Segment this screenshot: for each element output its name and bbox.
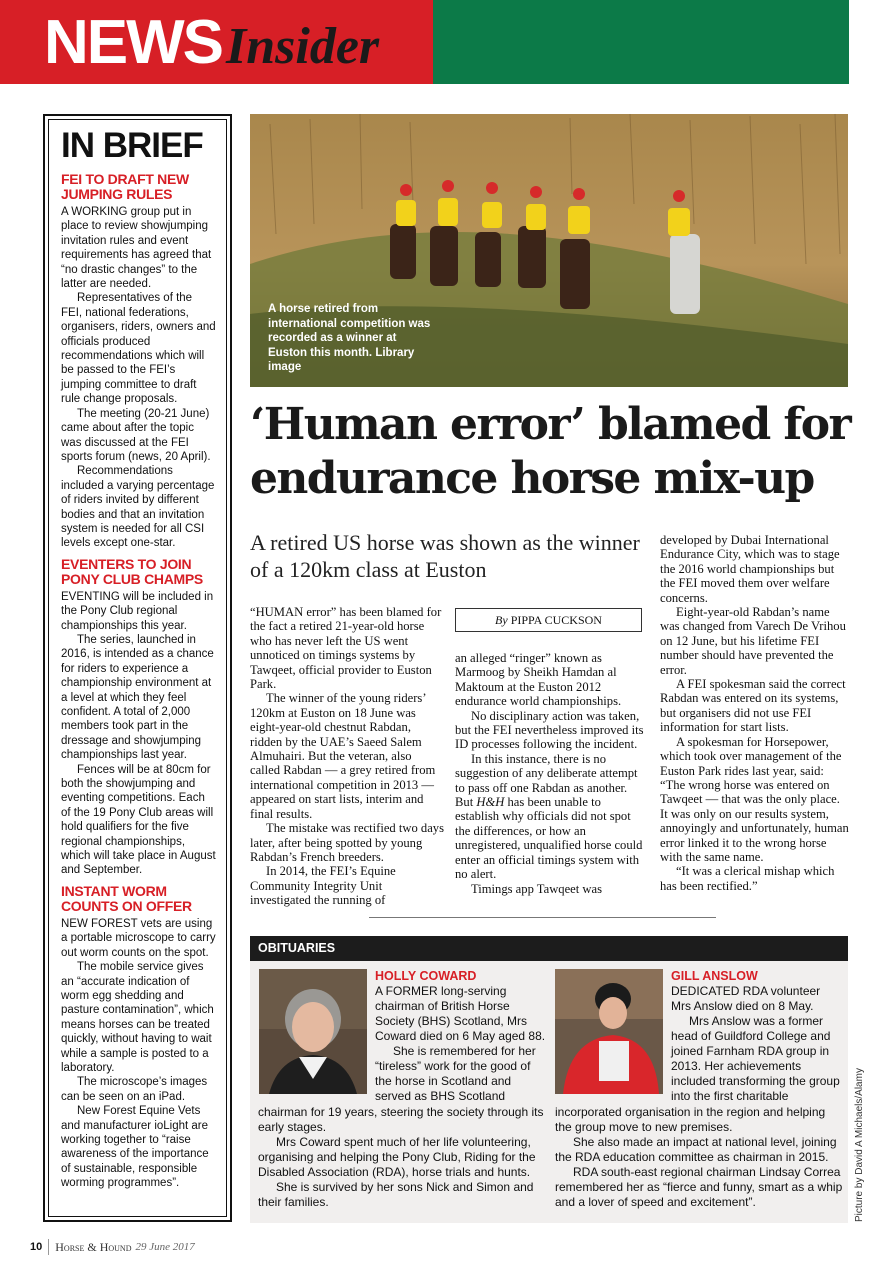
article-paragraph: Timings app Tawqeet was xyxy=(471,881,602,896)
obituary-paragraph: Mrs Anslow was a former head of Guildford College and joined Farnham RDA group in 2013. Her achievements included transforming the group into the first charitable xyxy=(671,1014,840,1103)
article-paragraph xyxy=(455,752,645,882)
article-paragraph: A FEI spokesman said the correct Rabdan was entered on its systems, but organisers did not use FEI information for start lists. xyxy=(660,677,846,735)
article-paragraph: The winner of the young riders’ 120km at Euston on 18 June was eight-year-old chestnut Rabdan, ridden by the UAE’s Saeed Salem Almuhairi. But the veteran, also called Rabdan — a grey retired from international competition in 2013 — appeared on start lists, interim and final results. xyxy=(250,691,436,821)
logo-news: NEWS xyxy=(44,8,222,77)
obituary-paragraph: Mrs Coward spent much of her life volunteering, organising and helping the Pony Club, Riding for the Disabled Association (RDA), horse trials and hunts. xyxy=(258,1135,536,1179)
article-paragraph: A spokesman for Horsepower, which took over management of the Euston Park rides last year, said: “The wrong horse was entered on Tawqeet — that was the only place. It was only on our results system, annoyingly and unfortunately, human error linked it to the wrong horse with the same name. xyxy=(660,734,849,864)
article-column-3 xyxy=(660,533,850,893)
brief-headline-worm-counts: INSTANT WORM COUNTS ON OFFER xyxy=(61,882,192,914)
article-text: In this instance, there is no suggestion of any deliberate attempt to pass off one Rabdan as another. But xyxy=(455,751,638,810)
article-paragraph: The mistake was rectified two days later, after being spotted by young Rabdan’s French breeders. xyxy=(250,821,445,864)
brief-headline-jumping-rules: FEI TO DRAFT NEW JUMPING RULES xyxy=(61,171,189,202)
obituary-paragraph: She also made an impact at national level, joining the RDA education committee as chairman in 2015. xyxy=(555,1135,837,1164)
portrait-illustration xyxy=(555,969,663,1094)
hh-abbrev: H&H xyxy=(476,795,505,810)
brief-paragraph: A WORKING group put in place to review showjumping invitation rules and event requirements has agreed that “no drastic changes” to the latter are needed. xyxy=(61,206,212,291)
portrait-illustration xyxy=(259,969,367,1094)
article-paragraph: “It was a clerical mishap which has been rectified.” xyxy=(660,864,835,893)
article-headline: ‘Human error’ blamed for endurance horse mix-up xyxy=(250,399,851,504)
obituary-gill-bottom xyxy=(555,1105,843,1210)
issue-date: 29 June 2017 xyxy=(135,1241,195,1253)
byline xyxy=(455,608,642,632)
article-paragraph: an alleged “ringer” known as Marmoog by Sheikh Hamdan al Maktoum at the Euston 2012 endurance world championships. xyxy=(455,651,622,709)
footer-separator xyxy=(48,1239,49,1255)
article-text: has been unable to establish why officials did not spot the differences, or how an unregistered, unqualified horse could enter an official timings system with no alert. xyxy=(455,795,643,882)
article-column-2 xyxy=(455,651,645,896)
article-column-1 xyxy=(250,605,444,908)
in-brief-title: IN BRIEF xyxy=(61,126,203,165)
obituary-paragraph: RDA south-east regional chairman Lindsay Correa remembered her as “fierce and funny, smart as a whip and a lover of speed and excitement”. xyxy=(555,1165,843,1209)
obituaries-bar xyxy=(250,936,848,961)
byline-by: By xyxy=(495,613,508,627)
in-brief-box xyxy=(43,114,232,1222)
article-standfirst: A retired US horse was shown as the winner of a 120km class at Euston xyxy=(250,530,640,582)
brief-paragraph: The mobile service gives an “accurate indication of worm egg shedding and pasture contamination”, which means horses can be treated quickly, without having to wait while a sample is posted to a laboratory. xyxy=(61,961,214,1074)
obituaries-title: OBITUARIES xyxy=(258,941,336,955)
logo-insider: Insider xyxy=(226,18,380,75)
brief-paragraph: Recommendations included a varying percentage of riders invited by different bodies and that an invitation system is needed for all CSI levels except one-star. xyxy=(61,465,215,550)
header-banner-green xyxy=(433,0,849,84)
holly-coward-portrait xyxy=(259,969,367,1094)
brief-paragraph: NEW FOREST vets are using a portable microscope to carry out worm counts on the spot. xyxy=(61,917,216,959)
gill-anslow-portrait xyxy=(555,969,663,1094)
obituary-name-holly: HOLLY COWARD xyxy=(375,969,477,983)
photo-credit-text: Picture by David A Michaels/Alamy xyxy=(854,1068,865,1222)
obituary-paragraph: A FORMER long-serving chairman of British Horse Society (BHS) Scotland, Mrs Coward died on 6 May aged 88. xyxy=(375,984,546,1043)
brief-paragraph: Representatives of the FEI, national federations, organisers, riders, owners and officials produced recommendations which will be passed to the FEI’s jumping committee to draft rule change proposals. xyxy=(61,292,216,406)
article-paragraph: “HUMAN error” has been blamed for the fact a retired 21-year-old horse who has never left the US went unnoticed on timings systems by Tawqeet, official provider to Euston Park. xyxy=(250,605,442,692)
brief-paragraph: The series, launched in 2016, is intended as a chance for riders to experience a championship environment at a level at which they feel confident. A total of 2,000 members took part in the dressage and showjumping championships last year. xyxy=(61,633,214,762)
photo-caption: A horse retired from international competition was recorded as a winner at Euston this month. Library image xyxy=(268,303,431,373)
page-number: 10 xyxy=(30,1241,43,1253)
in-brief-inner xyxy=(48,119,227,1217)
news-insider-logo xyxy=(44,6,379,80)
obituary-gill-top xyxy=(671,969,841,1104)
brief-headline-pony-club: EVENTERS TO JOIN PONY CLUB CHAMPS xyxy=(61,555,203,587)
byline-author: PIPPA CUCKSON xyxy=(510,613,602,627)
publication-name: Horse & Hound xyxy=(55,1239,132,1254)
article-paragraph: Eight-year-old Rabdan’s name was changed from Varech De Vrihou on 12 June, but his lifetime FEI number should have prevented the error. xyxy=(660,605,846,677)
obituary-paragraph: chairman for 19 years, steering the society through its early stages. xyxy=(258,1105,544,1134)
brief-paragraph: The meeting (20-21 June) came about after the topic was discussed at the FEI sports forum (news, 20 April). xyxy=(61,407,211,463)
brief-paragraph: Fences will be at 80cm for both the showjumping and eventing competitions. Each of the 19 Pony Club areas will hold qualifiers for the five regional championships, which will take place in August and September. xyxy=(61,763,216,877)
brief-paragraph: The microscope’s images can be seen on an iPad. xyxy=(61,1076,208,1103)
photo-credit xyxy=(852,1070,868,1222)
article-paragraph: In 2014, the FEI’s Equine Community Integrity Unit investigated the running of xyxy=(250,864,396,908)
obituary-holly-bottom xyxy=(258,1105,547,1210)
brief-paragraph: EVENTING will be included in the Pony Club regional championships this year. xyxy=(61,590,214,632)
article-end-rule xyxy=(369,917,716,918)
obituary-holly-top xyxy=(375,969,547,1104)
obituary-paragraph: She is remembered for her “tireless” work for the good of the horse in Scotland and served as BHS Scotland xyxy=(375,1044,536,1103)
page-footer xyxy=(30,1240,195,1254)
obituary-paragraph: DEDICATED RDA volunteer Mrs Anslow died on 8 May. xyxy=(671,984,821,1013)
article-paragraph: No disciplinary action was taken, but the FEI nevertheless improved its ID processes following the incident. xyxy=(455,708,644,752)
obituary-paragraph: incorporated organisation in the region and helping the group move to new premises. xyxy=(555,1105,826,1134)
obituary-paragraph: She is survived by her sons Nick and Simon and their families. xyxy=(258,1180,534,1209)
brief-paragraph: New Forest Equine Vets and manufacturer ioLight are working together to “raise awareness of the importance of sustainable, responsible worming programmes”. xyxy=(61,1105,209,1190)
obituary-name-gill: GILL ANSLOW xyxy=(671,969,758,983)
article-paragraph: developed by Dubai International Endurance City, which was to stage the 2016 world championships but the FEI moved them over welfare concerns. xyxy=(660,533,840,605)
